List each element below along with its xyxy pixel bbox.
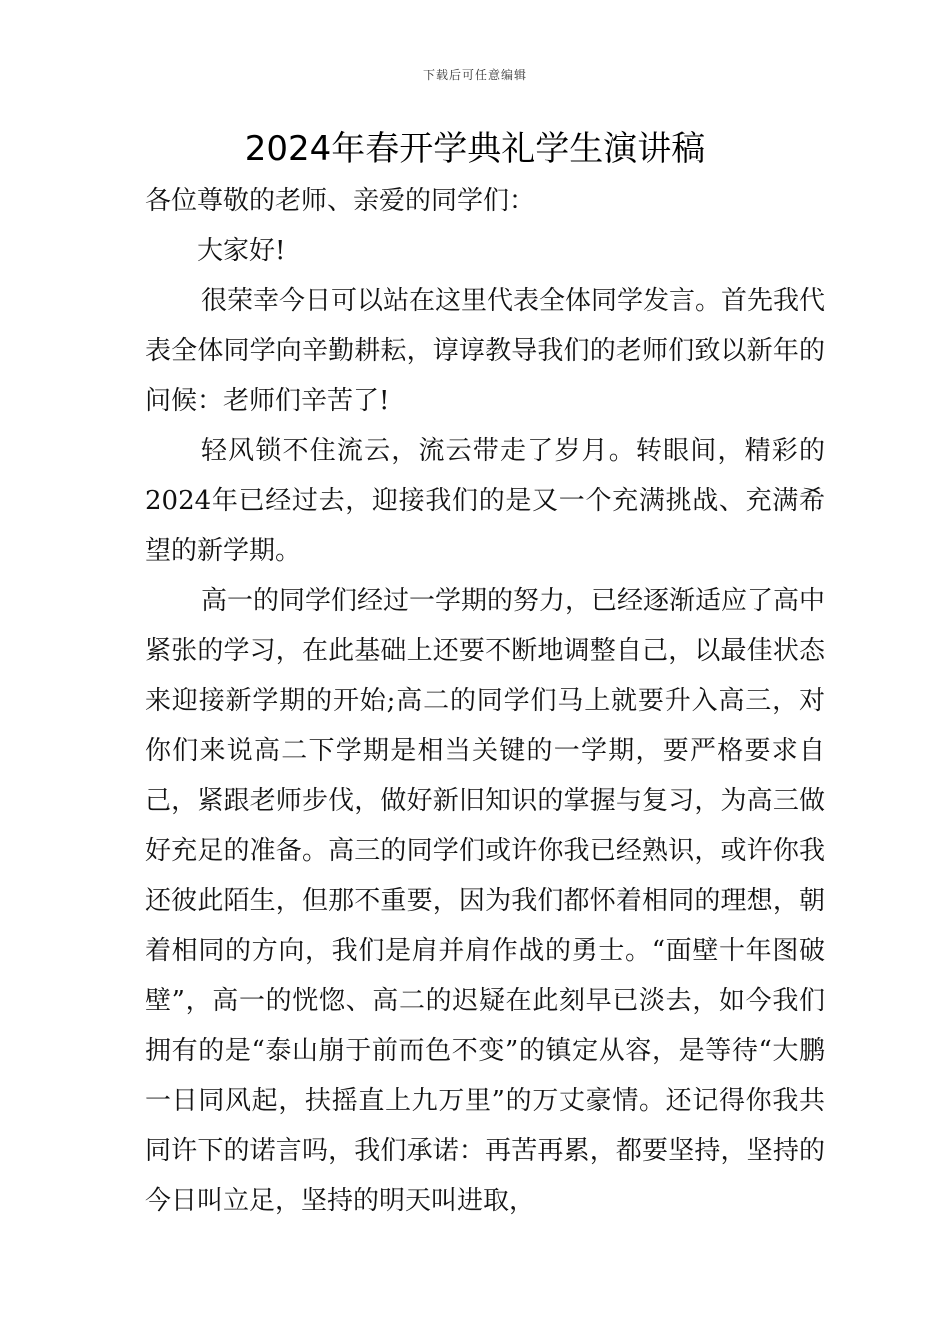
document-body [145, 176, 825, 1226]
salutation: 各位尊敬的老师、亲爱的同学们： [145, 186, 536, 216]
document-title: 2024年春开学典礼学生演讲稿 [244, 129, 706, 169]
greeting: 大家好! [197, 236, 286, 266]
paragraph-3: 高一的同学们经过一学期的努力，已经逐渐适应了高中紧张的学习，在此基础上还要不断地调整自己，以最佳状态来迎接新学期的开始;高二的同学们马上就要升入高三，对你们来说高二下学期是相当关键的一学期，要严格要求自己，紧跟老师步伐，做好新旧知识的掌握与复习，为高三做好充足的准备。高三的同学们或许你我已经熟识，或许你我还彼此陌生，但那不重要，因为我们都怀着相同的理想，朝着相同的方向，我们是肩并肩作战的勇士。“面壁十年图破壁”，高一的恍惚、高二的迟疑在此刻早已淡去，如今我们拥有的是“泰山崩于前而色不变”的镇定从容，是等待“大鹏一日同风起，扶摇直上九万里”的万丈豪情。还记得你我共同许下的诺言吗，我们承诺：再苦再累，都要坚持，坚持的今日叫立足，坚持的明天叫进取， [145, 586, 826, 1216]
paragraph-2: 轻风锁不住流云，流云带走了岁月。转眼间，精彩的2024年已经过去，迎接我们的是又一个充满挑战、充满希望的新学期。 [145, 436, 825, 566]
paragraph-1: 很荣幸今日可以站在这里代表全体同学发言。首先我代表全体同学向辛勤耕耘，谆谆教导我们的老师们致以新年的问候：老师们辛苦了! [145, 286, 826, 416]
header-note: 下载后可任意编辑 [422, 68, 527, 82]
